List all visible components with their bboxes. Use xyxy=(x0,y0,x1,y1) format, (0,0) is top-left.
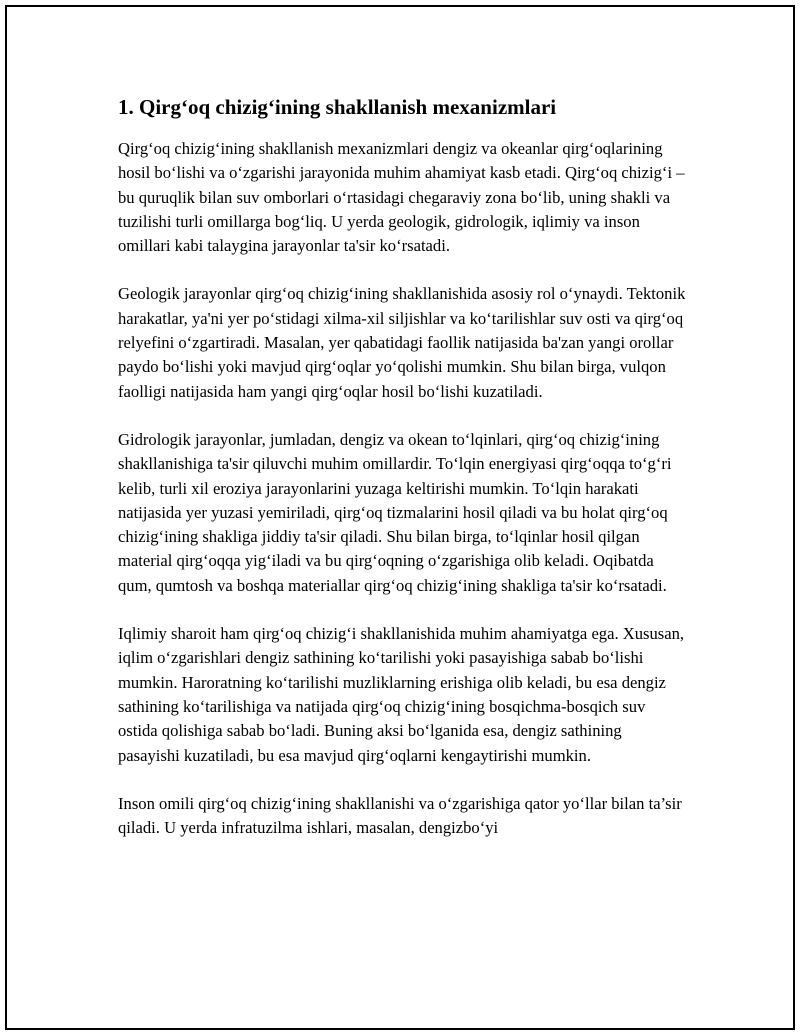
paragraph-human-factor: Inson omili qirg‘oq chizig‘ining shakllanishi va o‘zgarishiga qator yo‘llar bilan ta’sir qiladi. U yerda infratuzilma ishlari, masalan, dengizbo‘yi xyxy=(118,793,682,838)
paragraph-intro: Qirg‘oq chizig‘ining shakllanish mexanizmlari dengiz va okeanlar qirg‘oqlarining hosil bo‘lishi va o‘zgarishi jarayonida muhim ahamiyat kasb etadi. Qirg‘oq chizig‘i – bu quruqlik bilan suv omborlari o‘rtasidagi chegaraviy zona bo‘lib, uning shakli va tuzilishi turli omillarga bog‘liq. U yerda geologik, gidrologik, iqlimiy va inson omillari kabi talaygina jarayonlar ta'sir ko‘rsatadi. xyxy=(118,139,685,256)
paragraph-hydrological: Gidrologik jarayonlar, jumladan, dengiz va okean to‘lqinlari, qirg‘oq chizig‘ining shakllanishiga ta'sir qiluvchi muhim omillardir. To‘lqin energiyasi qirg‘oqqa to‘g‘ri kelib, turli xil eroziya jarayonlarini yuzaga keltirishi mumkin. To‘lqin harakati natijasida yer yuzasi yemiriladi, qirg‘oq tizmalarini hosil qiladi va bu holat qirg‘oq chizig‘ining shakliga jiddiy ta'sir qiladi. Shu bilan birga, to‘lqinlar hosil qilgan material qirg‘oqqa yig‘iladi va bu qirg‘oqning o‘zgarishiga olib keladi. Oqibatda qum, qumtosh va boshqa materiallar qirg‘oq chizig‘ining shakliga ta'sir ko‘rsatadi. xyxy=(118,429,672,595)
paragraph-geological: Geologik jarayonlar qirg‘oq chizig‘ining shakllanishida asosiy rol o‘ynaydi. Tektonik harakatlar, ya'ni yer po‘stidagi xilma-xil siljishlar va ko‘tarilishlar suv osti va qirg‘oq relyefini o‘zgartiradi. Masalan, yer qabatidagi faollik natijasida ba'zan yangi orollar paydo bo‘lishi yoki mavjud qirg‘oqlar yo‘qolishi mumkin. Shu bilan birga, vulqon faolligi natijasida ham yangi qirg‘oqlar hosil bo‘lishi kuzatiladi. xyxy=(118,284,686,401)
paragraph-climatic: Iqlimiy sharoit ham qirg‘oq chizig‘i shakllanishida muhim ahamiyatga ega. Xususan, iqlim o‘zgarishlari dengiz sathining ko‘tarilishi yoki pasayishiga sabab bo‘lishi mumkin. Haroratning ko‘tarilishi muzliklarning erishiga olib keladi, bu esa dengiz sathining ko‘tarilishiga va natijada qirg‘oq chizig‘ining bosqichma-bosqich suv ostida qolishiga sabab bo‘ladi. Buning aksi bo‘lganida esa, dengiz sathining pasayishi kuzatiladi, bu esa mavjud qirg‘oqlarni kengaytirishi mumkin. xyxy=(118,624,685,765)
section-heading: 1. Qirg‘oq chizig‘ining shakllanish mexanizmlari xyxy=(118,95,557,119)
document-body xyxy=(118,93,686,864)
